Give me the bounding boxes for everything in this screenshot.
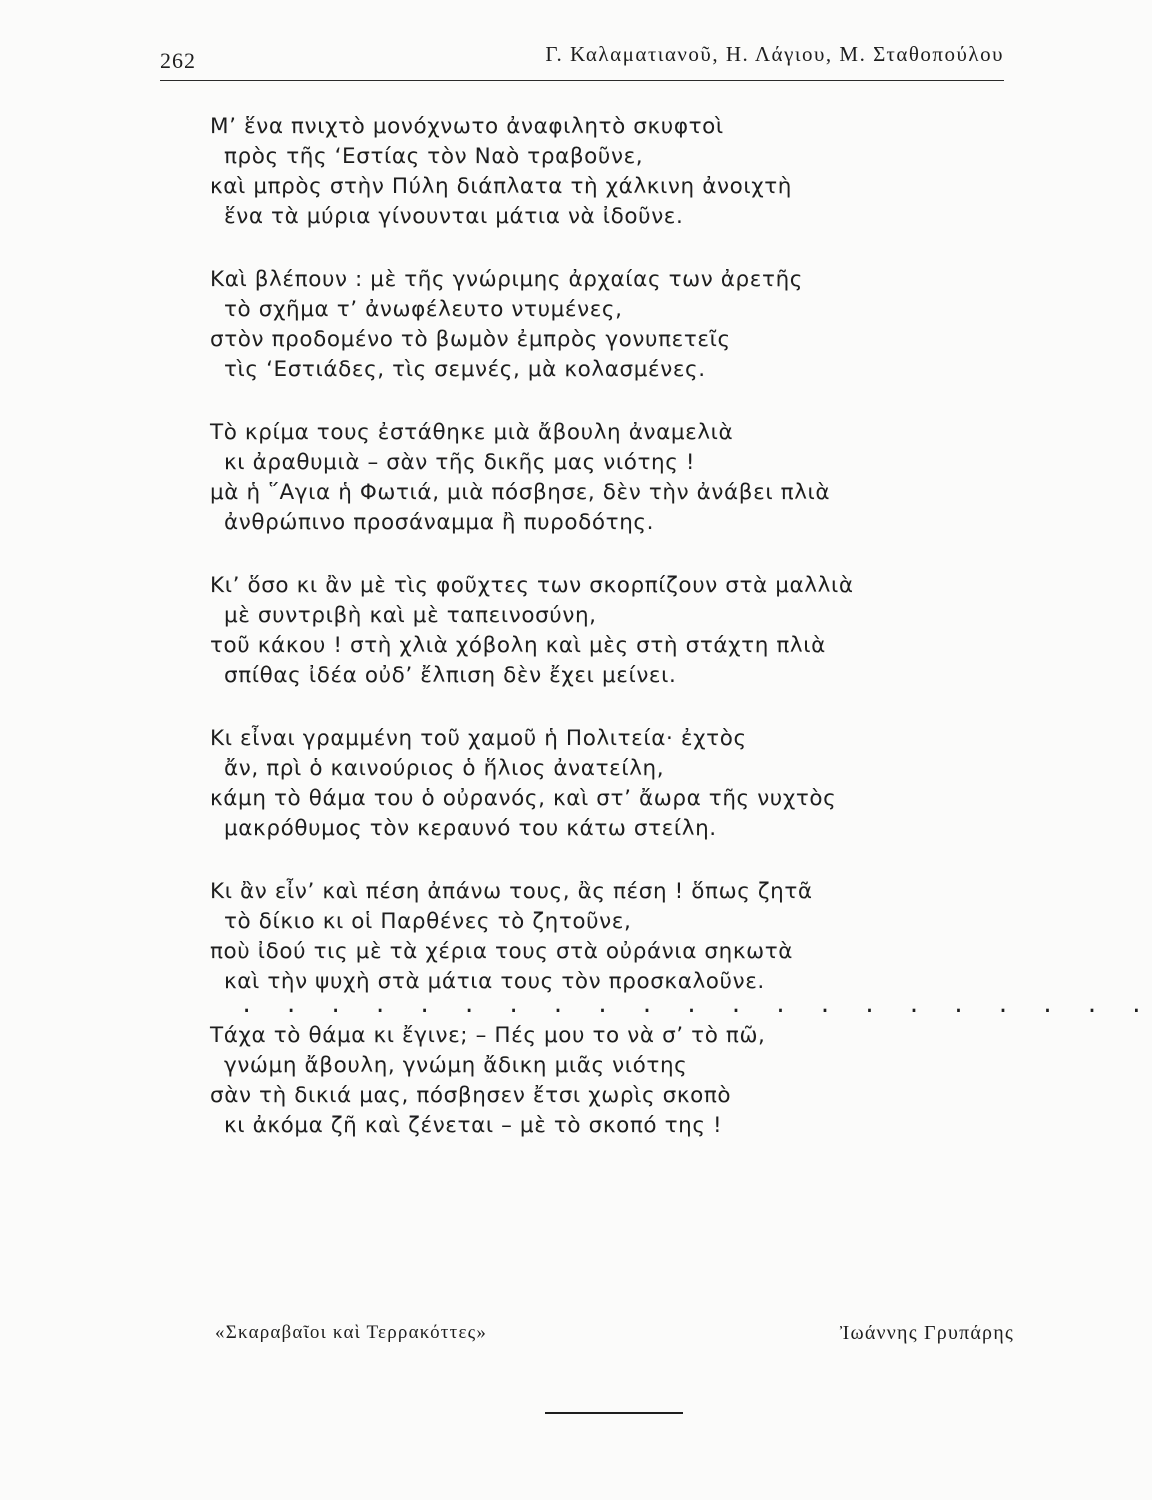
poem-line: Τάχα τὸ θάμα κι ἔγινε; – Πές μου το νὰ σ’ τὸ πῶ,	[210, 1023, 766, 1048]
stanza-5	[210, 724, 990, 844]
poem-author: Ἰωάννης Γρυπάρης	[839, 1322, 1014, 1344]
poem-source: «Σκαραβαῖοι καὶ Τερρακόττες»	[215, 1322, 488, 1343]
poem-line: τοῦ κάκου ! στὴ χλιὰ χόβολη καὶ μὲς στὴ στάχτη πλιὰ	[210, 633, 826, 658]
poem-line: τὸ δίκιο κι οἱ Παρθένες τὸ ζητοῦνε,	[224, 909, 632, 934]
stanza-4	[210, 571, 990, 691]
poem-line: γνώμη ἄβουλη, γνώμη ἄδικη μιᾶς νιότης	[224, 1053, 688, 1078]
poem-line: τὸ σχῆμα τ’ ἀνωφέλευτο ντυμένες,	[224, 297, 623, 322]
final-stanza	[210, 1021, 990, 1141]
poem-line: ἄν, πρὶ ὁ καινούριος ὁ ἥλιος ἀνατείλη,	[224, 756, 665, 781]
poem-line: τὶς ‘Εστιάδες, τὶς σεμνές, μὰ κολασμένες.	[224, 357, 706, 382]
poem-line: Μ’ ἕνα πνιχτὸ μονόχνωτο ἀναφιλητὸ σκυφτοὶ	[210, 114, 724, 139]
poem-line: Καὶ βλέπουν : μὲ τῆς γνώριμης ἀρχαίας των ἀρετῆς	[210, 267, 804, 292]
poem-line: μὲ συντριβὴ καὶ μὲ ταπεινοσύνη,	[224, 603, 597, 628]
poem-line: Κι’ ὅσο κι ἂν μὲ τὶς φοῦχτες των σκορπίζουν στὰ μαλλιὰ	[210, 573, 854, 598]
poem-line: Κι ἂν εἶν’ καὶ πέση ἀπάνω τους, ἂς πέση ! ὅπως ζητᾶ	[210, 879, 813, 904]
poem-line: σπίθας ἰδέα οὐδ’ ἔλπιση δὲν ἔχει μείνει.	[224, 663, 677, 688]
stanza-6	[210, 877, 990, 997]
poem-line: μὰ ἡ ῞Αγια ἡ Φωτιά, μιὰ πόσβησε, δὲν τὴν ἀνάβει πλιὰ	[210, 480, 831, 505]
poem-line: ἀνθρώπινο προσάναμμα ἢ πυροδότης.	[224, 510, 655, 535]
poem-line: ποὺ ἰδού τις μὲ τὰ χέρια τους στὰ οὐράνια σηκωτὰ	[210, 939, 794, 964]
poem-line: κάμη τὸ θάμα του ὁ οὐρανός, καὶ στ’ ἄωρα τῆς νυχτὸς	[210, 786, 837, 811]
poem-line: κι ἀραθυμιὰ – σὰν τῆς δικῆς μας νιότης !	[224, 450, 696, 475]
poem-line: μακρόθυμος τὸν κεραυνό του κάτω στείλη.	[224, 816, 717, 841]
poem-line: πρὸς τῆς ‘Εστίας τὸν Ναὸ τραβοῦνε,	[224, 144, 644, 169]
poem-line: Κι εἶναι γραμμένη τοῦ χαμοῦ ἡ Πολιτεία· ἐχτὸς	[210, 726, 747, 751]
running-head: Γ. Καλαματιανοῦ, Η. Λάγιου, Μ. Σταθοπούλου	[545, 42, 1004, 66]
poem	[210, 112, 1152, 1174]
poem-line: Τὸ κρίμα τους ἐστάθηκε μιὰ ἄβουλη ἀναμελιὰ	[210, 420, 734, 445]
end-rule	[545, 1412, 683, 1414]
poem-line: ἕνα τὰ μύρια γίνουνται μάτια νὰ ἰδοῦνε.	[224, 204, 684, 229]
stanza-3	[210, 418, 990, 538]
poem-line: καὶ τὴν ψυχὴ στὰ μάτια τους τὸν προσκαλοῦνε.	[224, 969, 765, 994]
poem-line: καὶ μπρὸς στὴν Πύλη διάπλατα τὴ χάλκινη ἀνοιχτὴ	[210, 174, 792, 199]
stanza-2	[210, 265, 990, 385]
poem-line: σὰν τὴ δικιά μας, πόσβησεν ἔτσι χωρὶς σκοπὸ	[210, 1083, 732, 1108]
poem-line: κι ἀκόμα ζῆ καὶ ζένεται – μὲ τὸ σκοπό της !	[224, 1113, 723, 1138]
page-number: 262	[160, 48, 196, 73]
header-rule	[160, 80, 1004, 81]
stanza-1	[210, 112, 990, 232]
poem-line: στὸν προδομένο τὸ βωμὸν ἐμπρὸς γονυπετεῖς	[210, 327, 731, 352]
ellipsis-separator: . . . . . . . . . . . . . . . . . . . . .	[240, 993, 1152, 1018]
